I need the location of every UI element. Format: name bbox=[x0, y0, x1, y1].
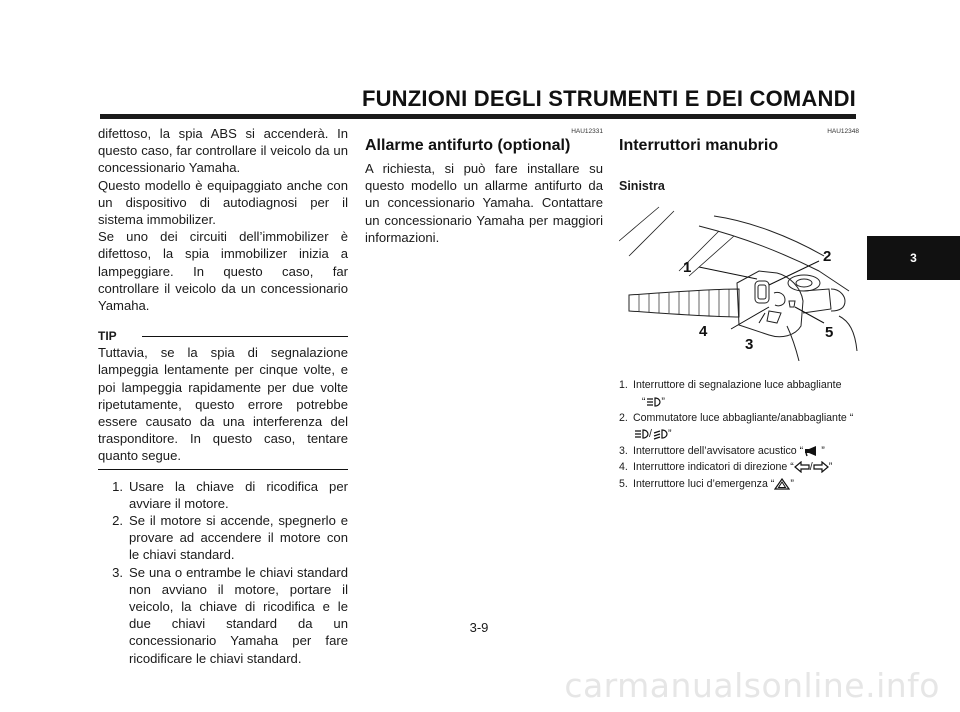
paragraph-abs: difettoso, la spia ABS si accenderà. In questo caso, far controllare il veicolo da un concessionario Yamaha. bbox=[98, 126, 348, 176]
steps-list bbox=[98, 478, 348, 667]
horn-icon bbox=[803, 445, 821, 457]
high-beam-icon bbox=[645, 396, 661, 408]
tip-label: TIP bbox=[98, 328, 117, 343]
list-item bbox=[619, 443, 859, 459]
high-beam-icon bbox=[633, 428, 649, 440]
legend-number: 1. bbox=[619, 379, 628, 392]
quote-open: “ bbox=[770, 477, 775, 490]
legend-number: 4. bbox=[619, 461, 628, 474]
paragraph-antitheft: A richiesta, si può fare installare su questo modello un allarme antifurto da un concessionario Yamaha. Contattare un concessionario Yamaha per maggiori informazioni. bbox=[365, 161, 603, 245]
list-item bbox=[619, 476, 859, 492]
callout-4: 4 bbox=[699, 323, 708, 341]
paragraph-diagnosis: Questo modello è equipaggiato anche con un dispositivo di autodiagnosi per il sistema immobilizer. bbox=[98, 177, 348, 228]
quote-close: ” bbox=[667, 428, 672, 441]
watermark-text: carmanualsonline.info bbox=[564, 666, 940, 705]
list-item bbox=[98, 564, 348, 667]
column-middle bbox=[365, 125, 603, 246]
turn-left-icon bbox=[794, 461, 810, 473]
quote-open: “ bbox=[849, 412, 854, 425]
step-number: 3. bbox=[112, 564, 123, 580]
quote-close: ” bbox=[661, 395, 665, 408]
low-beam-icon bbox=[652, 428, 668, 440]
legend-text: Interruttore di segnalazione luce abbagliante bbox=[633, 379, 842, 392]
legend-number: 2. bbox=[619, 412, 628, 425]
column-left bbox=[98, 125, 348, 667]
tip-box bbox=[98, 344, 348, 469]
quote-open: “ bbox=[641, 395, 646, 408]
legend-text: Interruttore luci d’emergenza bbox=[633, 477, 768, 490]
quote-close: ” bbox=[821, 444, 825, 457]
list-item bbox=[98, 478, 348, 512]
step-text: Se una o entrambe le chiavi standard non avviano il motore, portare il veicolo, la chiave di ricodifica e le due chiavi standard da un concessionario Yamaha per fare ricodificare le chiavi standard. bbox=[129, 564, 348, 666]
column-right bbox=[619, 125, 859, 492]
list-item bbox=[619, 410, 859, 443]
step-text: Usare la chiave di ricodifica per avviare il motore. bbox=[129, 478, 348, 511]
legend-text: Interruttore indicatori di direzione bbox=[633, 461, 788, 474]
section-title-antitheft: Allarme antifurto (optional) bbox=[365, 137, 571, 154]
tip-rule bbox=[142, 336, 348, 337]
quote-close: ” bbox=[790, 477, 794, 490]
legend-number: 3. bbox=[619, 444, 628, 457]
callout-2: 2 bbox=[823, 248, 832, 266]
symbol-separator: / bbox=[649, 428, 652, 441]
step-number: 1. bbox=[112, 478, 123, 494]
header-rule bbox=[100, 114, 856, 119]
quote-open: “ bbox=[790, 461, 794, 474]
chapter-tab[interactable]: 3 bbox=[867, 236, 960, 280]
tip-text: Tuttavia, se la spia di segnalazione lampeggia lentamente per cinque volte, e poi lampeggia rapidamente per due volte ripetutamente, questo errore potrebbe essere causato da una interferenza del trasponditore. In questo caso, tentare quanto segue. bbox=[98, 345, 348, 464]
quote-close: ” bbox=[828, 461, 833, 474]
page-header-title: FUNZIONI DEGLI STRUMENTI E DEI COMANDI bbox=[361, 86, 856, 111]
step-number: 2. bbox=[112, 513, 123, 529]
paragraph-immobilizer: Se uno dei circuiti dell’immobilizer è difettoso, la spia immobilizer inizia a lampeggiare. In questo caso, far controllare il veicolo da un concessionario Yamaha. bbox=[98, 229, 348, 314]
list-item bbox=[619, 459, 859, 475]
callout-3: 3 bbox=[745, 336, 754, 354]
footer-rule bbox=[100, 614, 860, 615]
callout-5: 5 bbox=[825, 324, 834, 342]
hazard-icon bbox=[774, 478, 790, 490]
subsection-title-left: Sinistra bbox=[619, 179, 665, 193]
legend-number: 5. bbox=[619, 477, 628, 490]
turn-right-icon bbox=[813, 461, 829, 473]
legend-list bbox=[619, 377, 859, 492]
section-code: HAU12331 bbox=[571, 128, 603, 135]
section-code: HAU12348 bbox=[827, 128, 859, 135]
quote-open: “ bbox=[799, 444, 804, 457]
list-item bbox=[98, 512, 348, 564]
step-text: Se il motore si accende, spegnerlo e provare ad accendere il motore con le chiavi standard. bbox=[129, 513, 348, 563]
section-title-handlebar: Interruttori manubrio bbox=[619, 137, 779, 154]
legend-text: Interruttore dell’avvisatore acustico bbox=[633, 444, 797, 457]
legend-text: Commutatore luce abbagliante/anabbagliante bbox=[633, 412, 847, 425]
handlebar-switch-diagram bbox=[619, 201, 859, 361]
callout-1: 1 bbox=[683, 259, 692, 277]
symbol-separator: / bbox=[809, 461, 813, 474]
list-item bbox=[619, 377, 859, 410]
page-number: 3-9 bbox=[469, 620, 489, 635]
tip-header bbox=[98, 328, 348, 344]
